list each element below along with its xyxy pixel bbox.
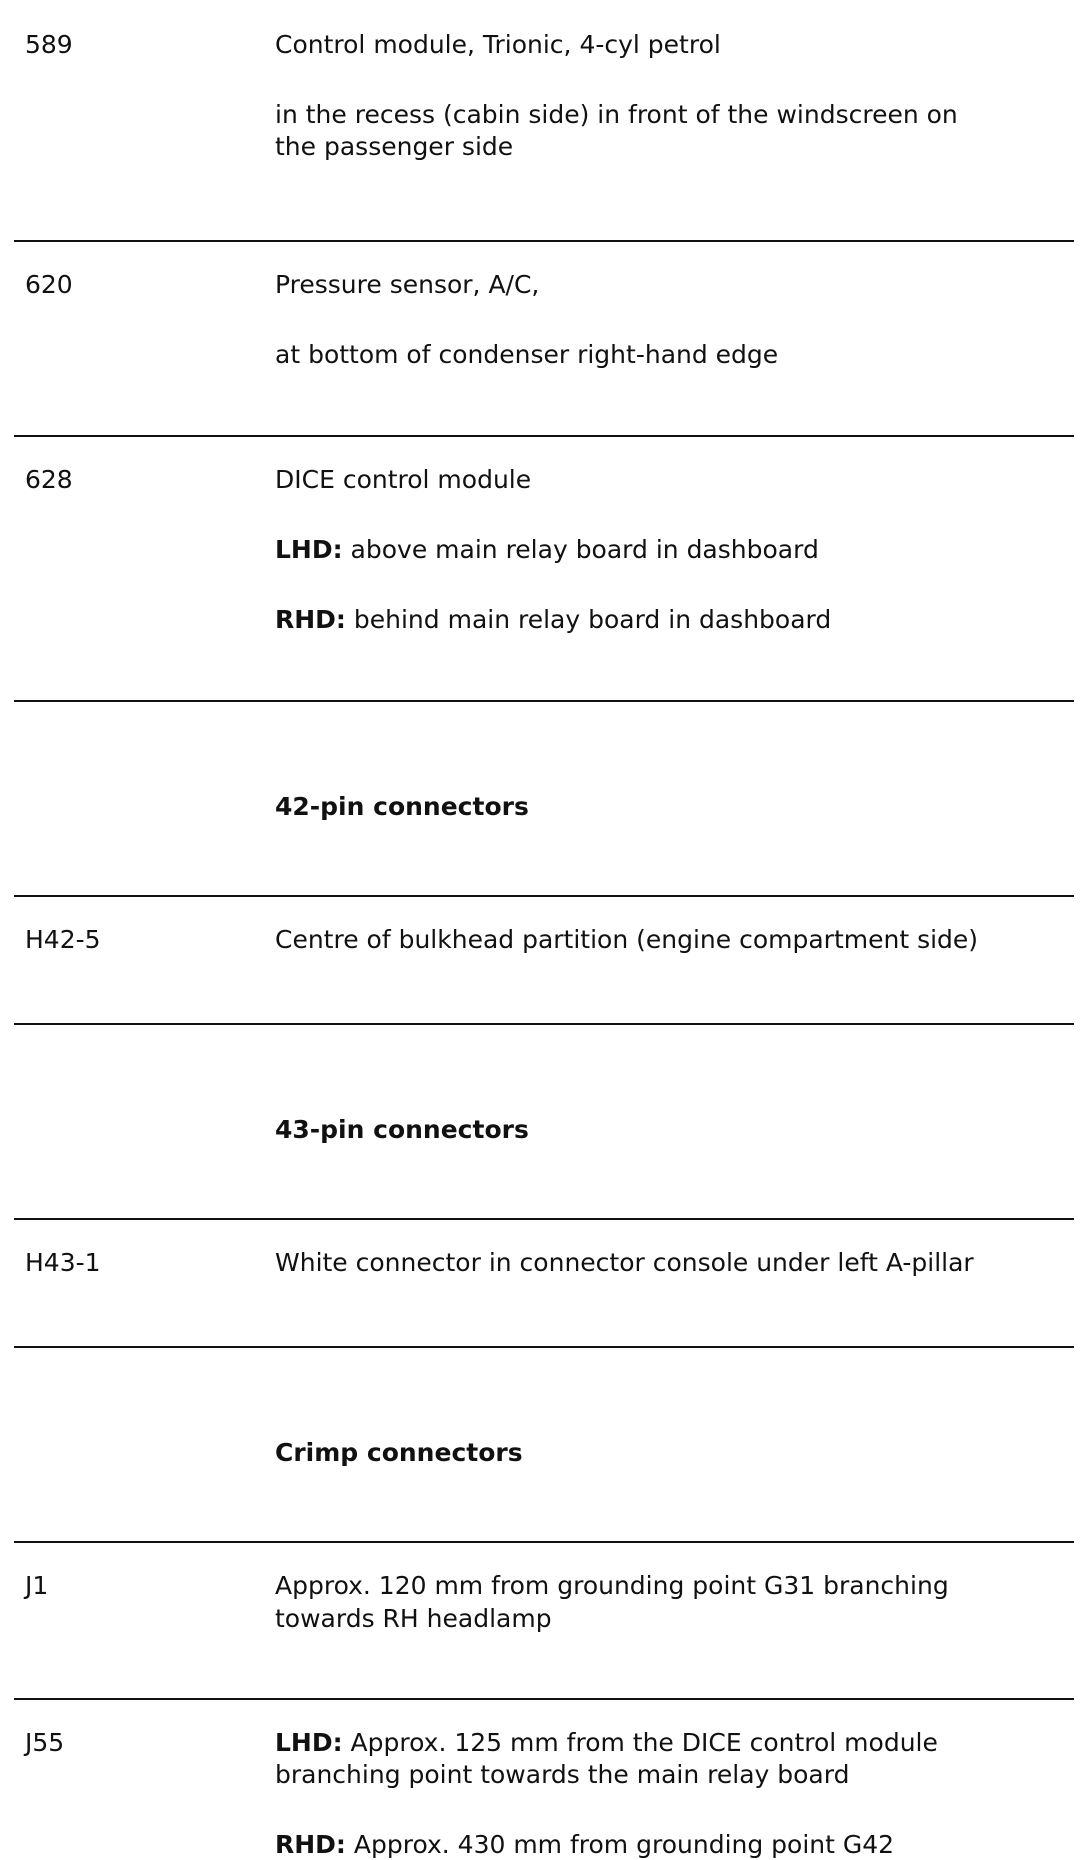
description-text: towards RH headlamp: [275, 1604, 552, 1633]
location-description-line: [275, 1728, 938, 1758]
description-text: Centre of bulkhead partition (engine compartment side): [275, 925, 979, 954]
description-text: at bottom of condenser right-hand edge: [275, 340, 779, 369]
description-text: White connector in connector console under left A-pillar: [275, 1248, 974, 1277]
location-description-line: [275, 1604, 552, 1634]
description-text: Control module, Trionic, 4-cyl petrol: [275, 30, 721, 59]
location-description-line: [275, 535, 819, 565]
location-description-line: [275, 925, 978, 955]
section-heading: Crimp connectors: [275, 1438, 523, 1467]
location-description-line: [275, 1571, 949, 1601]
drive-side-label: LHD:: [275, 535, 343, 564]
drive-side-label: LHD:: [275, 1728, 343, 1757]
location-description-line: [275, 30, 721, 60]
location-description-line: [275, 1760, 849, 1790]
description-text: behind main relay board in dashboard: [345, 605, 832, 634]
component-code: 628: [25, 465, 73, 494]
location-description-line: [275, 100, 958, 130]
divider-line: [14, 1346, 1074, 1348]
component-code: H43-1: [25, 1248, 101, 1277]
location-description-line: [275, 605, 831, 635]
description-text: the passenger side: [275, 132, 514, 161]
drive-side-label: RHD:: [275, 1830, 346, 1859]
drive-side-label: RHD:: [275, 605, 346, 634]
description-text: in the recess (cabin side) in front of the windscreen on: [275, 100, 958, 129]
divider-line: [14, 1698, 1074, 1700]
component-code: J55: [25, 1728, 65, 1757]
divider-line: [14, 1023, 1074, 1025]
section-heading: 42-pin connectors: [275, 792, 529, 821]
location-description-line: [275, 340, 778, 370]
divider-line: [14, 435, 1074, 437]
description-text: above main relay board in dashboard: [342, 535, 819, 564]
location-description-line: [275, 270, 539, 300]
divider-line: [14, 1218, 1074, 1220]
description-text: DICE control module: [275, 465, 532, 494]
component-code: H42-5: [25, 925, 101, 954]
section-heading: 43-pin connectors: [275, 1115, 529, 1144]
divider-line: [14, 895, 1074, 897]
description-text: Approx. 120 mm from grounding point G31 branching: [275, 1571, 949, 1600]
component-code: J1: [25, 1571, 49, 1600]
location-description-line: [275, 1248, 974, 1278]
component-code: 589: [25, 30, 73, 59]
component-code: 620: [25, 270, 73, 299]
location-description-line: [275, 1830, 894, 1860]
description-text: Approx. 125 mm from the DICE control module: [342, 1728, 938, 1757]
location-description-line: [275, 132, 513, 162]
divider-line: [14, 700, 1074, 702]
location-description-line: [275, 465, 531, 495]
description-text: Pressure sensor, A/C,: [275, 270, 540, 299]
description-text: Approx. 430 mm from grounding point G42: [345, 1830, 895, 1859]
description-text: branching point towards the main relay board: [275, 1760, 850, 1789]
divider-line: [14, 240, 1074, 242]
divider-line: [14, 1541, 1074, 1543]
